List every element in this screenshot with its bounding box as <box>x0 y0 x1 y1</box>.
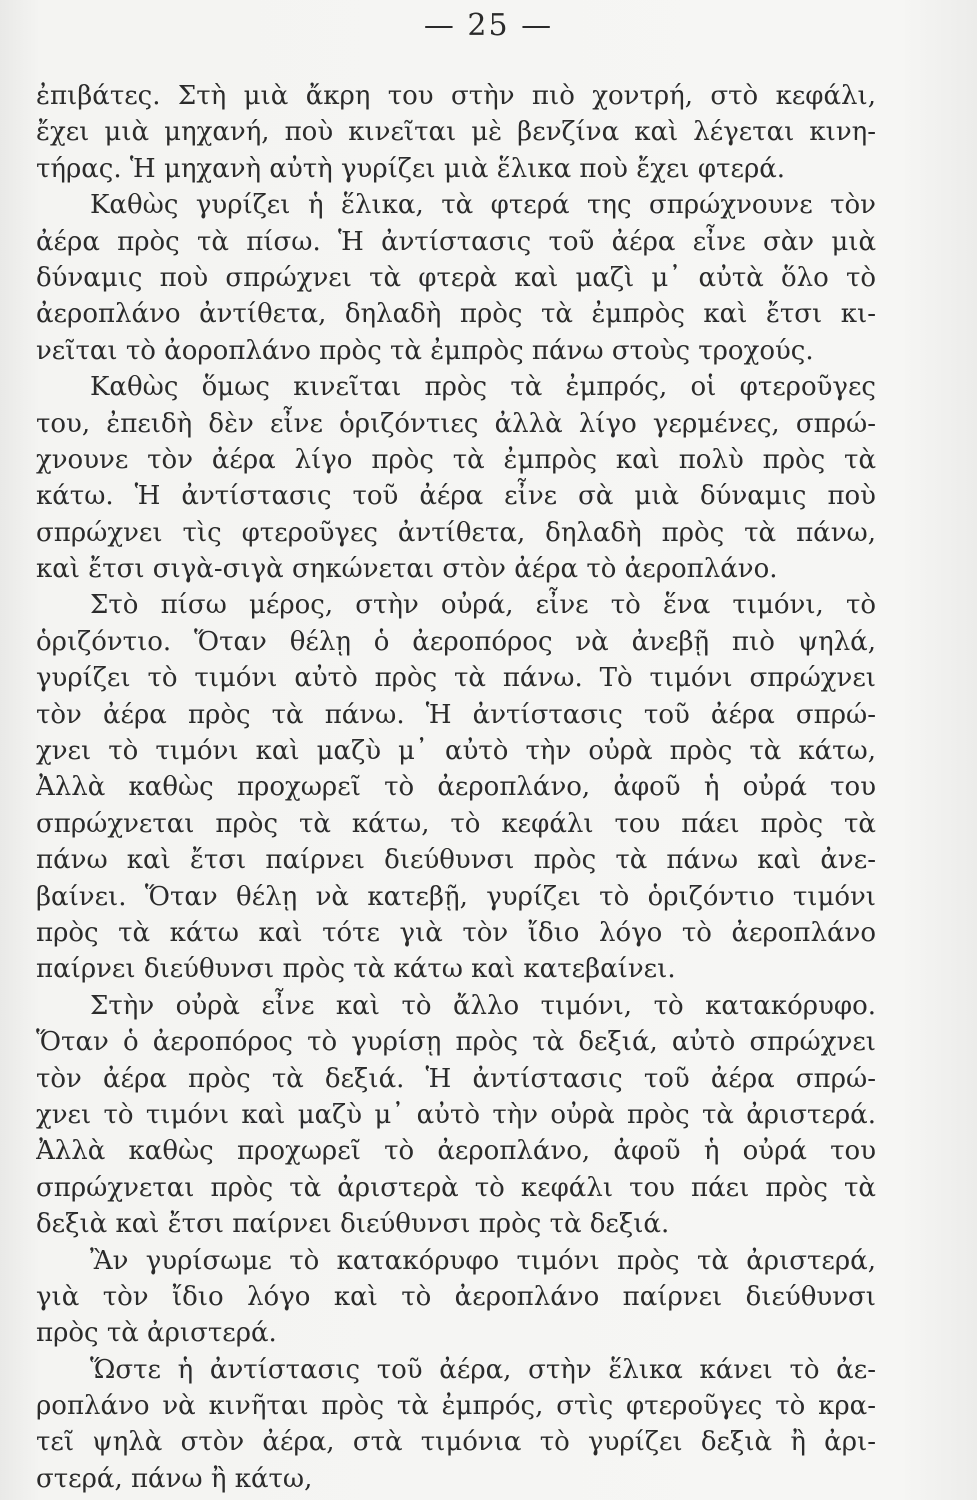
text-line: δεξιὰ καὶ ἔτσι παίρνει διεύθυνσι πρὸς τὰ δεξιά. <box>36 1209 670 1240</box>
text-line: κάτω. Ἡ ἀντίστασις τοῦ ἀέρα εἶνε σὰ μιὰ δύναμις ποὺ <box>36 481 876 512</box>
text-line: γιὰ τὸν ἴδιο λόγο καὶ τὸ ἀεροπλάνο παίρνει διεύθυνσι <box>36 1281 876 1312</box>
text-line: καὶ ἔτσι σιγὰ-σιγὰ σηκώνεται στὸν ἀέρα τὸ ἀεροπλάνο. <box>36 554 778 585</box>
text-line: Στὸ πίσω μέρος, στὴν οὐρά, εἶνε τὸ ἕνα τιμόνι, τὸ <box>90 590 876 621</box>
text-line: γυρίζει τὸ τιμόνι αὐτὸ πρὸς τὰ πάνω. Τὸ τιμόνι σπρώχνει <box>36 663 876 694</box>
text-line: ἀεροπλάνο ἀντίθετα, δηλαδὴ πρὸς τὰ ἐμπρὸς καὶ ἔτσι κι- <box>36 299 876 330</box>
text-line: ροπλάνο νὰ κινῆται πρὸς τὰ ἐμπρός, στὶς φτεροῦγες τὸ κρα- <box>36 1391 876 1422</box>
body-text <box>36 78 876 1497</box>
text-line: σπρώχνεται πρὸς τὰ κάτω, τὸ κεφάλι του πάει πρὸς τὰ <box>36 808 876 839</box>
text-line: πάνω καὶ ἔτσι παίρνει διεύθυνσι πρὸς τὰ πάνω καὶ ἀνε- <box>36 845 876 876</box>
text-line: τὸν ἀέρα πρὸς τὰ πάνω. Ἡ ἀντίστασις τοῦ ἀέρα σπρώ- <box>36 699 876 730</box>
text-line: Καθὼς γυρίζει ἡ ἕλικα, τὰ φτερά της σπρώχνουνε τὸν <box>90 190 876 221</box>
text-line: Ἂν γυρίσωμε τὸ κατακόρυφο τιμόνι πρὸς τὰ ἀριστερά, <box>90 1245 876 1276</box>
text-line: του, ἐπειδὴ δὲν εἶνε ὁριζόντιες ἀλλὰ λίγο γερμένες, σπρώ- <box>36 408 876 439</box>
text-line: Καθὼς ὅμως κινεῖται πρὸς τὰ ἐμπρός, οἱ φτεροῦγες <box>90 372 876 403</box>
text-line: Ὥστε ἡ ἀντίστασις τοῦ ἀέρα, στὴν ἕλικα κάνει τὸ ἀε- <box>90 1354 876 1385</box>
text-line: Ὅταν ὁ ἀεροπόρος τὸ γυρίσῃ πρὸς τὰ δεξιά, αὐτὸ σπρώχνει <box>36 1027 876 1058</box>
text-line: σπρώχνεται πρὸς τὰ ἀριστερὰ τὸ κεφάλι του πάει πρὸς τὰ <box>36 1172 876 1203</box>
text-line: δύναμις ποὺ σπρώχνει τὰ φτερὰ καὶ μαζὶ μ᾽ αὐτὰ ὅλο τὸ <box>36 262 876 293</box>
text-line: χνει τὸ τιμόνι καὶ μαζὺ μ᾽ αὐτὸ τὴν οὐρὰ πρὸς τὰ ἀριστερά. <box>36 1099 876 1130</box>
text-line: πρὸς τὰ ἀριστερά. <box>36 1318 277 1349</box>
text-line: πρὸς τὰ κάτω καὶ τότε γιὰ τὸν ἴδιο λόγο τὸ ἀεροπλάνο <box>36 917 876 948</box>
text-line: τὸν ἀέρα πρὸς τὰ δεξιά. Ἡ ἀντίστασις τοῦ ἀέρα σπρώ- <box>36 1063 876 1094</box>
text-line: ἐπιβάτες. Στὴ μιὰ ἄκρη του στὴν πιὸ χοντρή, στὸ κεφάλι, <box>36 81 876 111</box>
page-number: — 25 — <box>423 8 554 43</box>
text-line: παίρνει διεύθυνσι πρὸς τὰ κάτω καὶ κατεβαίνει. <box>36 954 676 985</box>
text-line: σπρώχνει τὶς φτεροῦγες ἀντίθετα, δηλαδὴ πρὸς τὰ πάνω, <box>36 517 876 548</box>
text-line: στερά, πάνω ἢ κάτω, <box>36 1463 313 1494</box>
text-line: τήρας. Ἡ μηχανὴ αὐτὴ γυρίζει μιὰ ἕλικα ποὺ ἔχει φτερά. <box>36 153 786 184</box>
text-line: χνουνε τὸν ἀέρα λίγο πρὸς τὰ ἐμπρὸς καὶ πολὺ πρὸς τὰ <box>36 444 876 475</box>
text-line: Στὴν οὐρὰ εἶνε καὶ τὸ ἄλλο τιμόνι, τὸ κατακόρυφο. <box>90 990 876 1021</box>
text-line: τεῖ ψηλὰ στὸν ἀέρα, στὰ τιμόνια τὸ γυρίζει δεξιὰ ἢ ἀρι- <box>36 1427 876 1458</box>
text-line: ἔχει μιὰ μηχανή, ποὺ κινεῖται μὲ βενζίνα καὶ λέγεται κινη- <box>36 117 876 148</box>
text-line: Ἀλλὰ καθὼς προχωρεῖ τὸ ἀεροπλάνο, ἀφοῦ ἡ οὐρά του <box>36 1136 876 1167</box>
text-line: βαίνει. Ὅταν θέλῃ νὰ κατεβῇ, γυρίζει τὸ ὁριζόντιο τιμόνι <box>36 881 876 912</box>
text-line: ὁριζόντιο. Ὅταν θέλῃ ὁ ἀεροπόρος νὰ ἀνεβῇ πιὸ ψηλά, <box>36 626 876 657</box>
text-line: Ἀλλὰ καθὼς προχωρεῖ τὸ ἀεροπλάνο, ἀφοῦ ἡ οὐρά του <box>36 772 876 803</box>
text-line: ἀέρα πρὸς τὰ πίσω. Ἡ ἀντίστασις τοῦ ἀέρα εἶνε σὰν μιὰ <box>36 226 876 257</box>
text-line: νεῖται τὸ ἀοροπλάνο πρὸς τὰ ἐμπρὸς πάνω στοὺς τροχούς. <box>36 335 814 366</box>
text-line: χνει τὸ τιμόνι καὶ μαζὺ μ᾽ αὐτὸ τὴν οὐρὰ πρὸς τὰ κάτω, <box>36 736 876 767</box>
